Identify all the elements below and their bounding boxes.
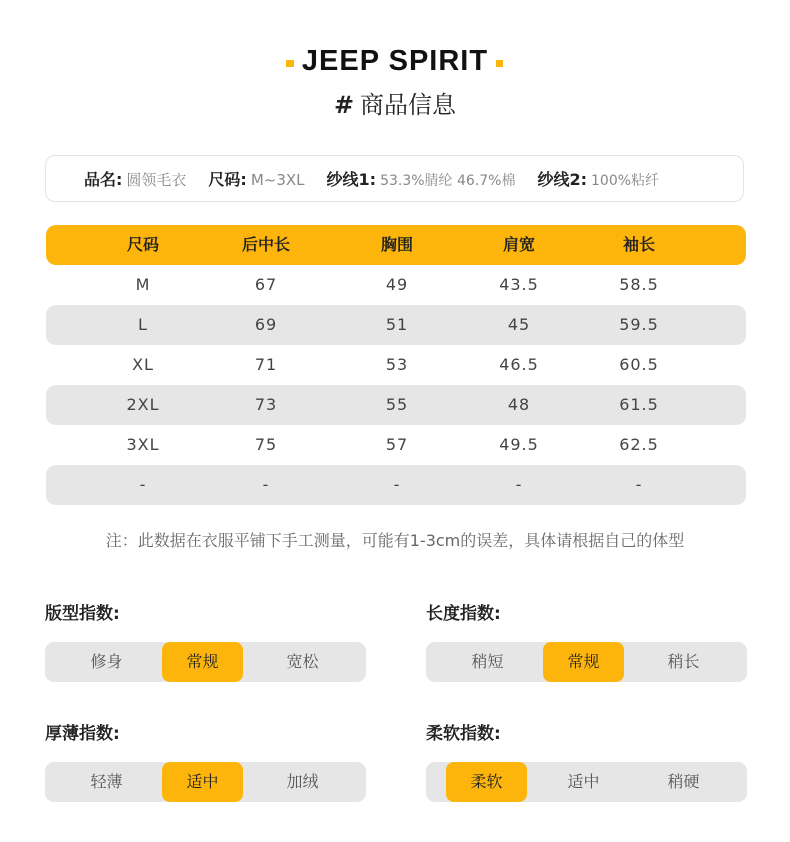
table-row [46,465,746,505]
table-cell: - [139,475,147,494]
index-option[interactable]: 宽松 [286,652,319,671]
table-row [46,265,746,305]
index-option[interactable]: 轻薄 [90,772,123,791]
length-index [426,602,747,682]
table-cell: 59.5 [619,315,659,334]
table-cell: M [135,275,151,294]
table-header-row [46,225,746,265]
index-option-track [426,642,747,682]
index-option[interactable]: 稍长 [667,652,700,671]
index-label: 柔软指数: [426,724,501,744]
table-cell: 73 [254,395,278,414]
table-cell: L [138,315,148,334]
index-option[interactable]: 修身 [90,652,123,671]
info-value: M~3XL [250,171,305,189]
table-header-cell: 尺码 [126,235,159,254]
table-row [46,305,746,345]
table-cell: 43.5 [499,275,539,294]
table-row [46,425,746,465]
table-cell: 69 [254,315,278,334]
index-option[interactable]: 柔软 [446,762,527,802]
table-header-cell: 后中长 [241,235,290,254]
table-cell: - [515,475,523,494]
table-cell: - [393,475,401,494]
table-cell: 53 [385,355,409,374]
table-cell: 3XL [126,435,160,454]
index-option[interactable]: 常规 [162,642,243,682]
info-key: 纱线1: [326,170,377,189]
info-item-yarn2 [537,167,659,190]
subtitle-text: 商品信息 [360,91,457,119]
index-option[interactable]: 加绒 [286,772,319,791]
index-label: 长度指数: [426,604,501,624]
table-cell: XL [132,355,154,374]
info-key: 品名: [84,170,123,189]
table-cell: 62.5 [619,435,659,454]
table-header-cell: 胸围 [380,235,413,254]
table-cell: 45 [507,315,531,334]
table-cell: 48 [507,395,531,414]
product-info-box [45,155,744,202]
table-cell: 49.5 [499,435,539,454]
table-cell: 67 [254,275,278,294]
info-value: 100%粘纤 [591,173,660,189]
info-item-name [84,167,186,190]
index-option-track [45,762,366,802]
fit-index [45,602,366,682]
table-cell: 57 [385,435,409,454]
info-key: 尺码: [208,170,247,189]
header [0,40,790,130]
table-cell: 71 [254,355,278,374]
info-value: 53.3%腈纶 46.7%棉 [380,173,516,189]
index-option-track [45,642,366,682]
hash-icon: # [333,91,355,119]
table-cell: - [262,475,270,494]
table-cell: 46.5 [499,355,539,374]
measurement-note: 注：此数据在衣服平铺下手工测量，可能有1-3cm的误差，具体请根据自己的体型 [105,531,685,550]
index-option-track [426,762,747,802]
brand-title [0,40,790,82]
index-option[interactable]: 稍硬 [667,772,700,791]
index-option[interactable]: 常规 [543,642,624,682]
index-option[interactable]: 适中 [567,772,600,791]
brand-title-text: JEEP SPIRIT [294,45,496,77]
info-item-size [208,167,304,190]
table-cell: 51 [385,315,409,334]
info-item-yarn1 [327,167,516,190]
table-cell: 55 [385,395,409,414]
thickness-index [45,722,366,802]
table-cell: - [635,475,643,494]
table-row [46,385,746,425]
table-cell: 75 [254,435,278,454]
section-subtitle [0,88,790,122]
table-cell: 61.5 [619,395,659,414]
table-cell: 49 [385,275,409,294]
table-header-cell: 袖长 [622,235,655,254]
info-value: 圆领毛衣 [126,171,187,189]
index-option[interactable]: 稍短 [471,652,504,671]
index-label: 厚薄指数: [45,724,120,744]
table-header-cell: 肩宽 [502,235,535,254]
index-option[interactable]: 适中 [162,762,243,802]
size-table [46,225,746,505]
info-key: 纱线2: [537,170,588,189]
table-row [46,345,746,385]
table-cell: 2XL [126,395,160,414]
softness-index [426,722,747,802]
index-label: 版型指数: [45,604,120,624]
table-cell: 58.5 [619,275,659,294]
table-cell: 60.5 [619,355,659,374]
